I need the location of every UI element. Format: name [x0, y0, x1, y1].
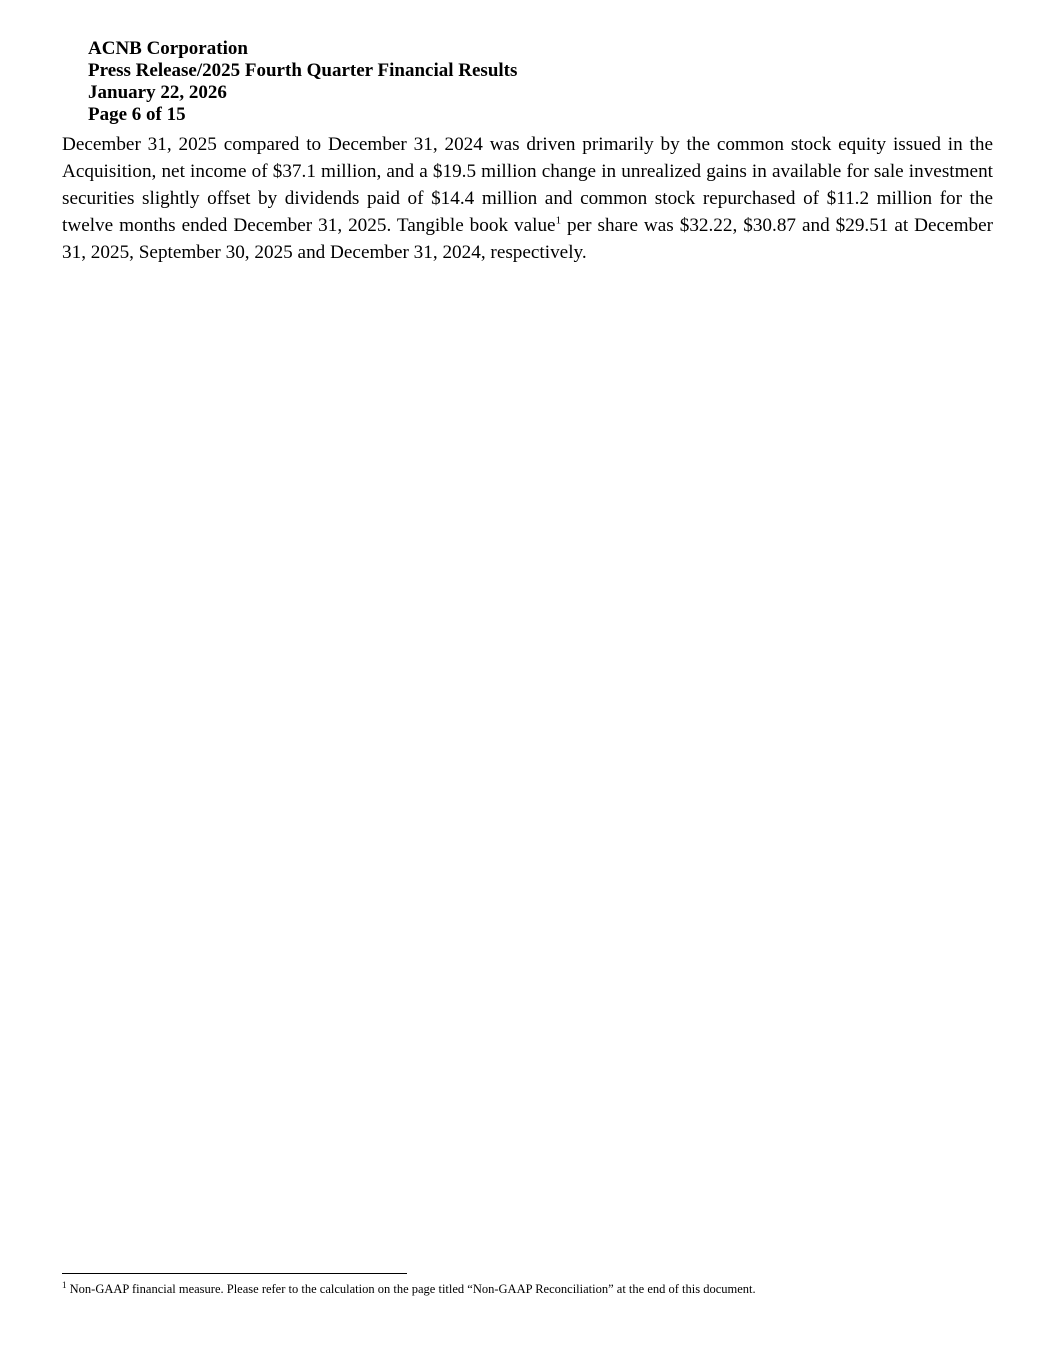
page-header [88, 38, 517, 126]
company-name: ACNB Corporation [88, 38, 248, 59]
footnote [62, 1281, 756, 1297]
footnote-reference: 1 [555, 214, 562, 227]
footnote-divider [62, 1273, 407, 1274]
body-text-part-2: per share was $32.22, $30.87 and $29.51 at December 31, 2025, September 30, 2025 and December 31, 2024, respectively. [62, 215, 993, 263]
body-text-part-1: December 31, 2025 compared to December 31, 2024 was driven primarily by the common stock equity issued in the Acquisition, net income of $37.1 million, and a $19.5 million change in unrealized gains in available for sale investment securities slightly offset by dividends paid of $14.4 million and common stock repurchased of $11.2 million for the twelve months ended December 31, 2025. Tangible book value [62, 134, 993, 236]
page-number: Page 6 of 15 [88, 104, 186, 125]
body-paragraph [62, 131, 993, 266]
footnote-marker: 1 [62, 1279, 67, 1290]
release-title: Press Release/2025 Fourth Quarter Financial Results [88, 60, 518, 81]
footnote-text: Non-GAAP financial measure. Please refer to the calculation on the page titled “Non-GAAP Reconciliation” at the end of this document. [66, 1282, 756, 1296]
release-date: January 22, 2026 [88, 82, 227, 103]
